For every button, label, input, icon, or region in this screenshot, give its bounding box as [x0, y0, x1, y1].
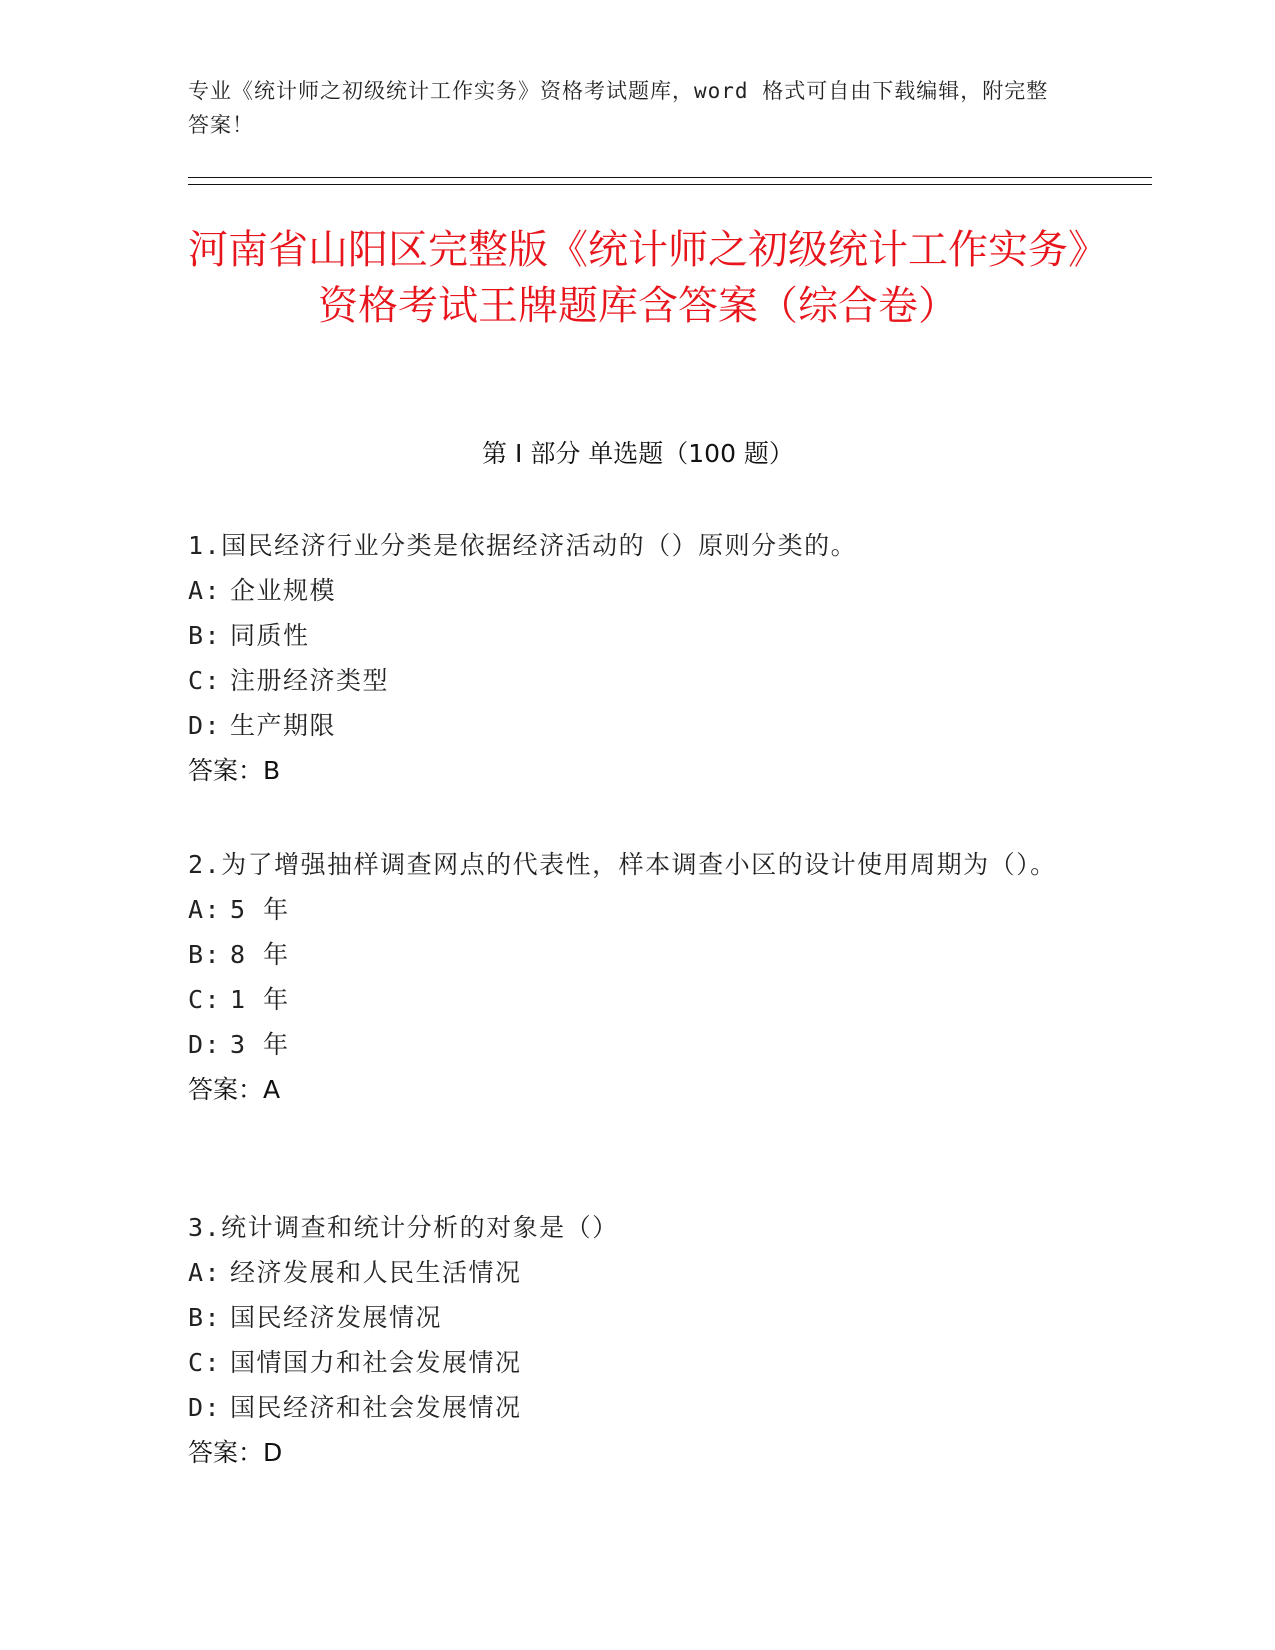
answer-line: 答案：A — [188, 1075, 281, 1104]
option-b — [188, 1295, 1088, 1340]
option-letter: D: — [188, 1393, 222, 1422]
answer-line: 答案：B — [188, 756, 281, 785]
question-item — [188, 1205, 1088, 1475]
option-letter: B: — [188, 940, 222, 969]
option-letter: A: — [188, 895, 222, 924]
question-text: 2.为了增强抽样调查网点的代表性，样本调查小区的设计使用周期为（）。 — [188, 850, 1057, 879]
option-text: 企业规模 — [230, 576, 337, 605]
option-letter: C: — [188, 985, 222, 1014]
option-d — [188, 1022, 1088, 1067]
option-letter: C: — [188, 666, 222, 695]
option-text: 国民经济和社会发展情况 — [230, 1393, 522, 1422]
section-heading: 第 I 部分 单选题（100 题） — [482, 439, 794, 468]
option-b — [188, 932, 1088, 977]
header-note: 专业《统计师之初级统计工作实务》资格考试题库，word 格式可自由下载编辑，附完整答案！ — [188, 79, 1049, 137]
question-item — [188, 842, 1088, 1112]
option-a — [188, 887, 1088, 932]
header-divider-bottom — [188, 184, 1152, 185]
option-d — [188, 703, 1088, 748]
option-text: 8 年 — [230, 940, 290, 969]
option-text: 国情国力和社会发展情况 — [230, 1348, 522, 1377]
option-letter: B: — [188, 621, 222, 650]
option-c — [188, 1340, 1088, 1385]
option-letter: D: — [188, 1030, 222, 1059]
option-text: 同质性 — [230, 621, 310, 650]
answer-line: 答案：D — [188, 1438, 283, 1467]
document-title: 河南省山阳区完整版《统计师之初级统计工作实务》资格考试王牌题库含答案（综合卷） — [188, 227, 1088, 329]
option-letter: C: — [188, 1348, 222, 1377]
option-c — [188, 658, 1088, 703]
option-c — [188, 977, 1088, 1022]
option-letter: D: — [188, 711, 222, 740]
option-letter: B: — [188, 1303, 222, 1332]
option-a — [188, 1250, 1088, 1295]
option-text: 3 年 — [230, 1030, 290, 1059]
question-text: 1.国民经济行业分类是依据经济活动的（）原则分类的。 — [188, 531, 858, 560]
option-b — [188, 613, 1088, 658]
option-text: 国民经济发展情况 — [230, 1303, 443, 1332]
question-item — [188, 523, 1088, 793]
option-text: 生产期限 — [230, 711, 337, 740]
header-divider-top — [188, 177, 1152, 178]
option-letter: A: — [188, 576, 222, 605]
option-a — [188, 568, 1088, 613]
option-text: 注册经济类型 — [230, 666, 390, 695]
option-text: 1 年 — [230, 985, 290, 1014]
question-text: 3.统计调查和统计分析的对象是（） — [188, 1213, 619, 1242]
option-text: 经济发展和人民生活情况 — [230, 1258, 522, 1287]
option-text: 5 年 — [230, 895, 290, 924]
option-letter: A: — [188, 1258, 222, 1287]
option-d — [188, 1385, 1088, 1430]
